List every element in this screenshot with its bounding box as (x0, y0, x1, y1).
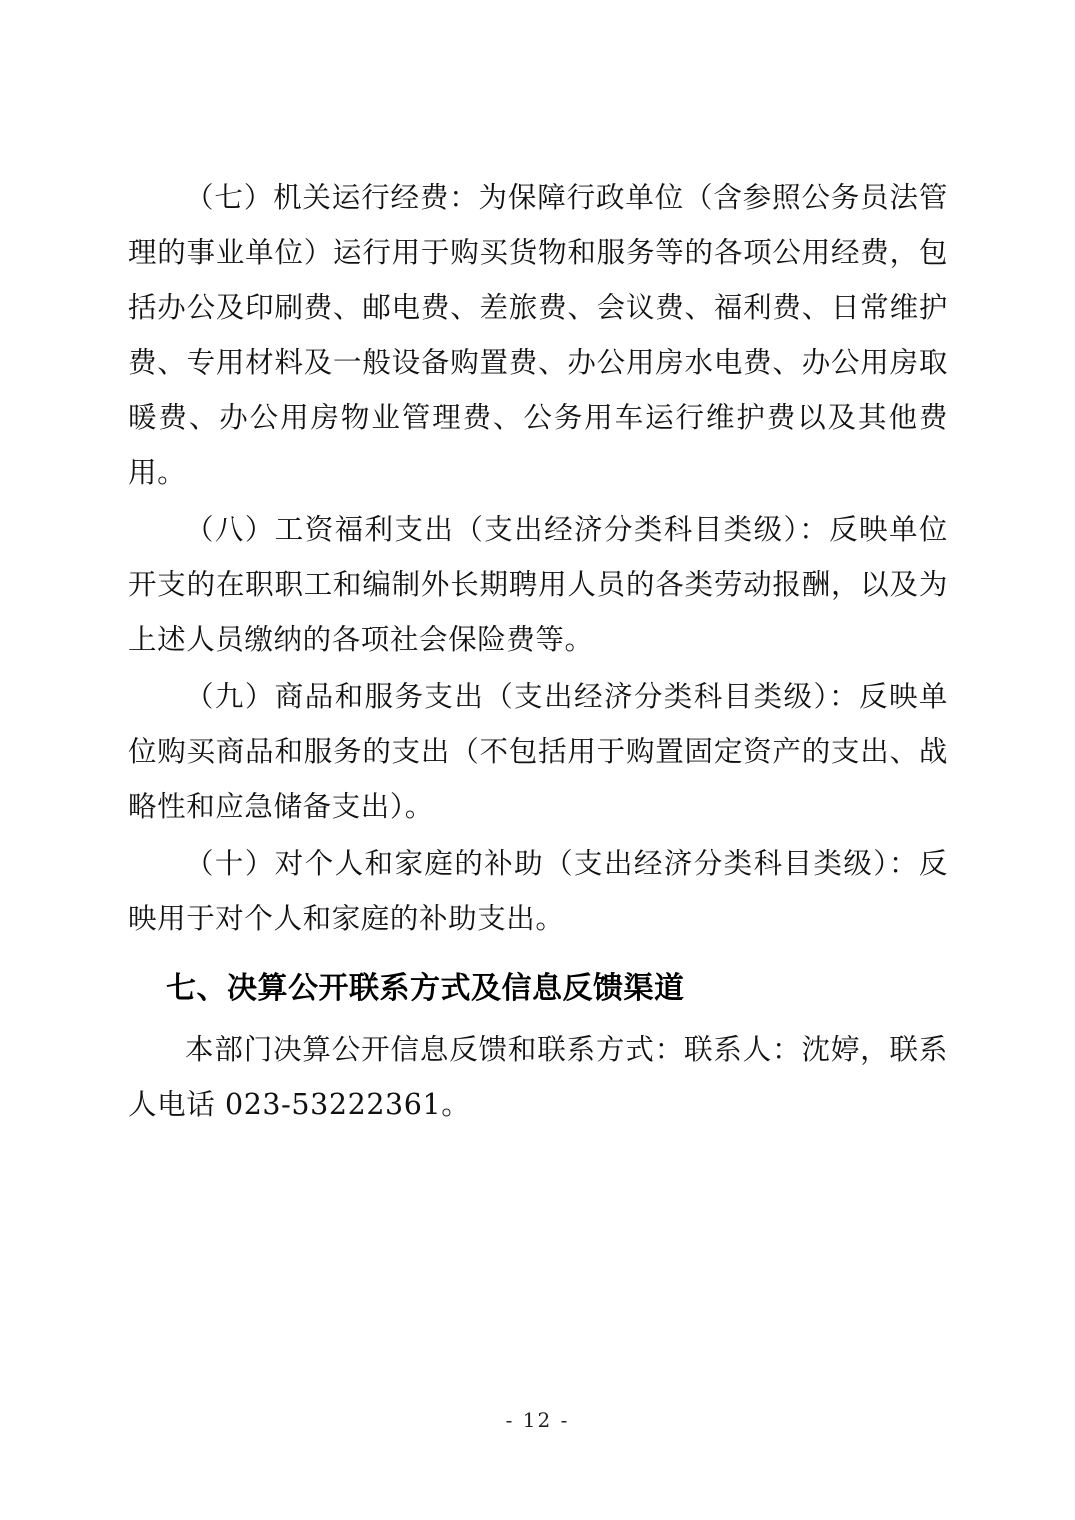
section-heading-7: 七、决算公开联系方式及信息反馈渠道 (166, 971, 685, 1006)
paragraph-item-9: （九）商品和服务支出（支出经济分类科目类级）：反映单位购买商品和服务的支出（不包括用于购置固定资产的支出、战略性和应急储备支出）。 (128, 680, 948, 823)
paragraph-item-10: （十）对个人和家庭的补助（支出经济分类科目类级）：反映用于对个人和家庭的补助支出。 (128, 847, 948, 935)
paragraph-item-8: （八）工资福利支出（支出经济分类科目类级）：反映单位开支的在职职工和编制外长期聘用人员的各类劳动报酬，以及为上述人员缴纳的各项社会保险费等。 (128, 513, 948, 656)
page-content (128, 170, 948, 1134)
page-number: - 12 - (505, 1408, 570, 1432)
paragraph-contact-info: 本部门决算公开信息反馈和联系方式：联系人：沈婷，联系人电话 023-53222361。 (128, 1033, 948, 1121)
paragraph-item-7: （七）机关运行经费：为保障行政单位（含参照公务员法管理的事业单位）运行用于购买货物和服务等的各项公用经费，包括办公及印刷费、邮电费、差旅费、会议费、福利费、日常维护费、专用材料及一般设备购置费、办公用房水电费、办公用房取暖费、办公用房物业管理费、公务用车运行维护费以及其他费用。 (128, 181, 948, 489)
